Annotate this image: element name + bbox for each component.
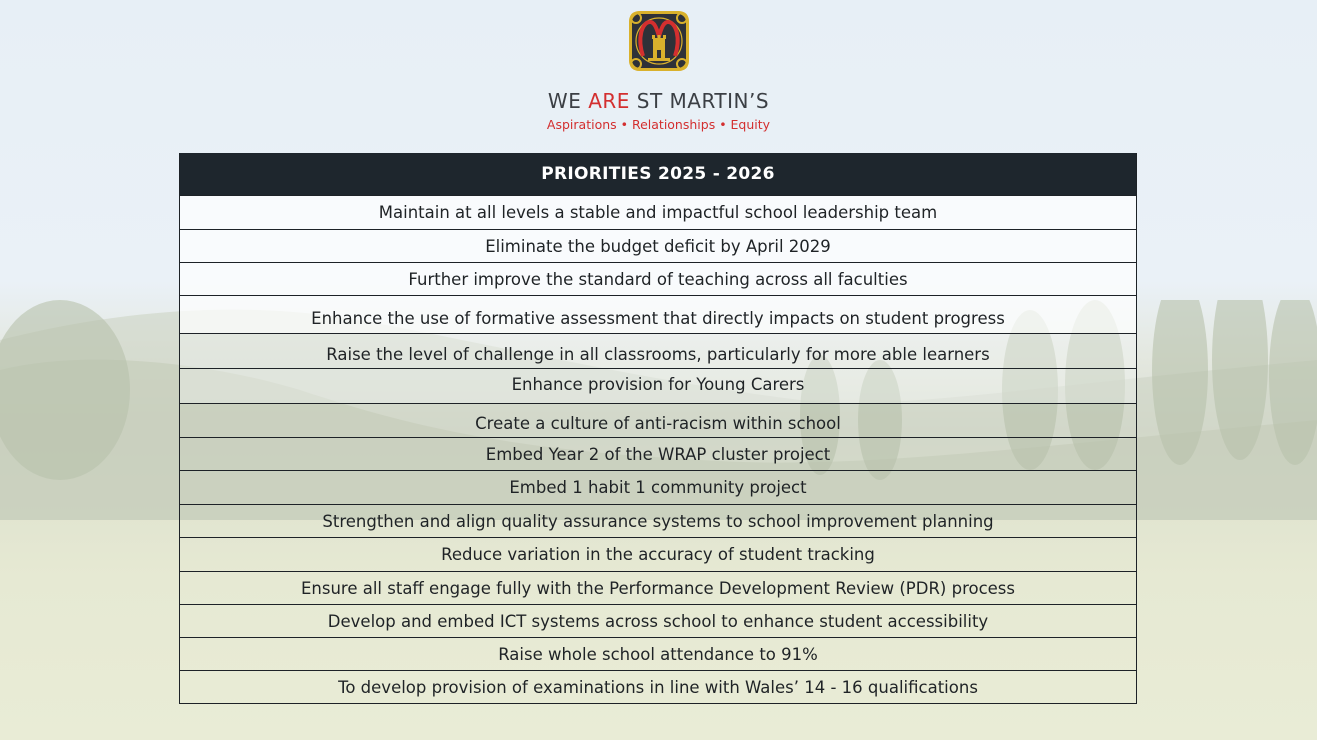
priorities-table-header: PRIORITIES 2025 - 2026: [180, 153, 1136, 195]
logo-container: [0, 8, 1317, 78]
priority-row: Embed 1 habit 1 community project: [180, 470, 1136, 504]
priority-row: Embed Year 2 of the WRAP cluster project: [180, 437, 1136, 470]
school-crest-icon: [626, 8, 692, 74]
priority-row: To develop provision of examinations in line with Wales’ 14 - 16 qualifications: [180, 670, 1136, 703]
priorities-table: [179, 153, 1137, 704]
priority-row: Create a culture of anti-racism within school: [180, 403, 1136, 437]
priority-row: Develop and embed ICT systems across school to enhance student accessibility: [180, 604, 1136, 637]
priority-row: Enhance the use of formative assessment that directly impacts on student progress: [180, 295, 1136, 333]
priority-row: Strengthen and align quality assurance systems to school improvement planning: [180, 504, 1136, 537]
school-slogan-title: [0, 89, 1317, 113]
priority-row: Eliminate the budget deficit by April 2029: [180, 229, 1136, 262]
priority-row: Reduce variation in the accuracy of student tracking: [180, 537, 1136, 571]
title-prefix: WE: [547, 89, 589, 113]
priority-row: Ensure all staff engage fully with the Performance Development Review (PDR) process: [180, 571, 1136, 604]
priority-row: Raise whole school attendance to 91%: [180, 637, 1136, 670]
priority-row: Maintain at all levels a stable and impactful school leadership team: [180, 195, 1136, 229]
priority-row: Enhance provision for Young Carers: [180, 368, 1136, 403]
priority-row: Raise the level of challenge in all classrooms, particularly for more able learners: [180, 333, 1136, 368]
title-suffix: ST MARTIN’S: [629, 89, 770, 113]
priority-row: Further improve the standard of teaching across all faculties: [180, 262, 1136, 295]
title-accent: ARE: [588, 89, 630, 113]
school-tagline: Aspirations • Relationships • Equity: [546, 117, 771, 132]
